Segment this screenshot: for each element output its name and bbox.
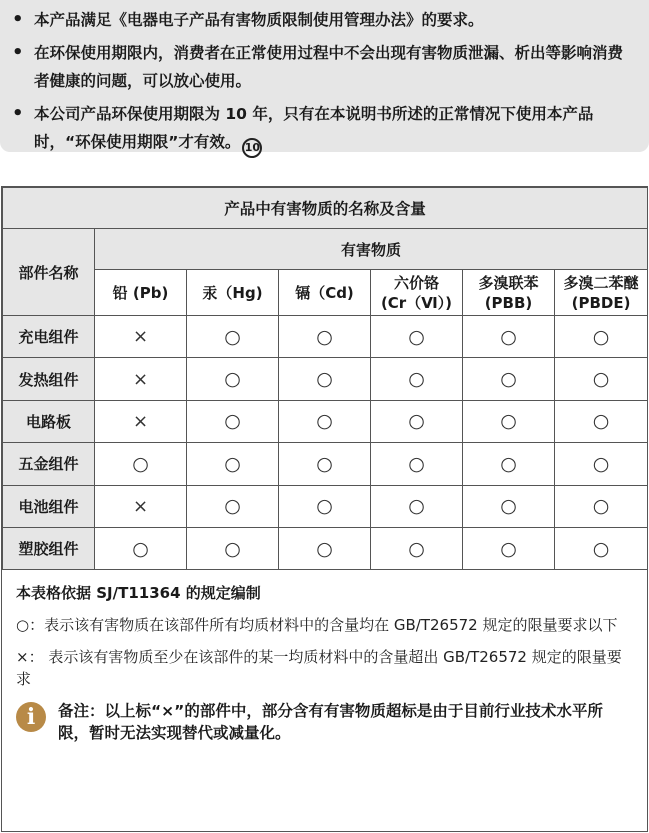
circle-mark: ○ — [592, 537, 610, 560]
substance-header: 多溴联苯 (PBB) — [463, 270, 555, 316]
circle-mark: ○ — [224, 537, 241, 560]
substance-mark-cell — [463, 443, 555, 485]
bullet-icon: • — [12, 42, 24, 63]
substance-header: 铅 (Pb) — [95, 270, 187, 316]
substance-mark-cell — [371, 527, 463, 569]
cross-mark: × — [132, 495, 149, 517]
circle-mark: ○ — [316, 410, 333, 433]
cross-mark: × — [132, 326, 149, 348]
circle-mark: ○ — [224, 325, 241, 348]
circle-mark: ○ — [592, 410, 610, 433]
substance-mark-cell — [279, 485, 371, 527]
remark-text: 备注：以上标“×”的部件中，部分含有有害物质超标是由于目前行业技术水平所限，暂时无法实现替代或减量化。 — [58, 702, 603, 743]
info-icon: i — [16, 702, 46, 732]
table-row — [3, 527, 648, 569]
circle-mark: ○ — [500, 368, 517, 391]
table-row — [3, 485, 648, 527]
hazardous-substance-table — [2, 187, 648, 570]
substance-mark-cell — [463, 358, 555, 400]
circle-mark: ○ — [592, 495, 610, 518]
circle-mark: ○ — [408, 325, 425, 348]
circle-mark: ○ — [500, 495, 517, 518]
substance-mark-cell — [555, 443, 648, 485]
circle-mark: ○ — [408, 537, 425, 560]
table-row — [3, 400, 648, 442]
substance-mark-cell — [371, 400, 463, 442]
circle-mark: ○ — [500, 452, 517, 475]
legend-circle: ○：表示该有害物质在该部件所有均质材料中的含量均在 GB/T26572 规定的限量要求以下 — [16, 616, 618, 635]
part-name-cell: 五金组件 — [3, 443, 95, 485]
substance-mark-cell — [371, 485, 463, 527]
substance-mark-cell — [555, 527, 648, 569]
circle-mark: ○ — [500, 325, 517, 348]
substance-header: 多溴二苯醚 (PBDE) — [555, 270, 648, 316]
circle-mark: ○ — [500, 537, 517, 560]
note-item — [12, 6, 637, 34]
substance-mark-cell — [95, 358, 187, 400]
circle-mark: ○ — [592, 368, 610, 391]
part-name-cell: 发热组件 — [3, 358, 95, 400]
part-name-header: 部件名称 — [3, 229, 95, 316]
substance-mark-cell — [95, 316, 187, 358]
substance-mark-cell — [187, 443, 279, 485]
substance-mark-cell — [371, 316, 463, 358]
substance-mark-cell — [187, 316, 279, 358]
substance-mark-cell — [555, 358, 648, 400]
circle-mark: ○ — [224, 495, 241, 518]
part-name-cell: 电池组件 — [3, 485, 95, 527]
note-text: 在环保使用期限内，消费者在正常使用过程中不会出现有害物质泄漏、析出等影响消费者健康的问题，可以放心使用。 — [34, 44, 624, 90]
note-item — [12, 39, 637, 95]
substance-mark-cell — [95, 400, 187, 442]
substance-group-header: 有害物质 — [95, 229, 648, 270]
compliance-notes — [0, 0, 649, 152]
substance-mark-cell — [279, 316, 371, 358]
circle-mark: ○ — [592, 452, 610, 475]
note-item — [12, 100, 637, 158]
substance-mark-cell — [187, 358, 279, 400]
part-name-cell: 充电组件 — [3, 316, 95, 358]
circle-mark: ○ — [500, 410, 517, 433]
substance-mark-cell — [463, 400, 555, 442]
substance-header: 六价铬 (Cr（Ⅵ）) — [371, 270, 463, 316]
substance-mark-cell — [463, 527, 555, 569]
bullet-icon: • — [12, 9, 24, 30]
substance-mark-cell — [187, 485, 279, 527]
circle-mark: ○ — [316, 537, 333, 560]
circle-mark: ○ — [316, 452, 333, 475]
substance-mark-cell — [187, 400, 279, 442]
circle-mark: ○ — [408, 452, 425, 475]
substance-header: 镉（Cd) — [279, 270, 371, 316]
substance-mark-cell — [463, 485, 555, 527]
table-row — [3, 443, 648, 485]
circle-mark: ○ — [132, 537, 149, 560]
substance-mark-cell — [555, 316, 648, 358]
substance-mark-cell — [279, 400, 371, 442]
substance-mark-cell — [95, 527, 187, 569]
circle-mark: ○ — [408, 410, 425, 433]
table-title: 产品中有害物质的名称及含量 — [3, 188, 648, 229]
part-name-cell: 塑胶组件 — [3, 527, 95, 569]
cross-mark: × — [132, 368, 149, 390]
standard-reference: 本表格依据 SJ/T11364 的规定编制 — [16, 584, 261, 603]
epup-10-icon: 10 — [242, 138, 262, 158]
hazardous-substance-box — [1, 186, 648, 832]
circle-mark: ○ — [224, 452, 241, 475]
circle-mark: ○ — [316, 368, 333, 391]
substance-mark-cell — [371, 358, 463, 400]
remark — [16, 700, 633, 744]
circle-mark: ○ — [592, 325, 610, 348]
substance-mark-cell — [371, 443, 463, 485]
substance-header: 汞（Hg) — [187, 270, 279, 316]
note-text: 本产品满足《电器电子产品有害物质限制使用管理办法》的要求。 — [34, 11, 484, 29]
substance-mark-cell — [279, 527, 371, 569]
circle-mark: ○ — [316, 325, 333, 348]
part-name-cell: 电路板 — [3, 400, 95, 442]
substance-mark-cell — [555, 485, 648, 527]
table-row — [3, 358, 648, 400]
table-row — [3, 316, 648, 358]
substance-mark-cell — [187, 527, 279, 569]
table-footer — [2, 570, 647, 744]
circle-mark: ○ — [132, 452, 149, 475]
bullet-icon: • — [12, 103, 24, 124]
circle-mark: ○ — [224, 410, 241, 433]
circle-mark: ○ — [408, 495, 425, 518]
circle-mark: ○ — [408, 368, 425, 391]
substance-mark-cell — [279, 443, 371, 485]
substance-mark-cell — [95, 485, 187, 527]
substance-mark-cell — [463, 316, 555, 358]
legend-cross: ×： 表示该有害物质至少在该部件的某一均质材料中的含量超出 GB/T26572 规定的限量要求 — [16, 648, 622, 689]
cross-mark: × — [132, 410, 149, 432]
substance-mark-cell — [279, 358, 371, 400]
circle-mark: ○ — [224, 368, 241, 391]
note-text: 本公司产品环保使用期限为 10 年，只有在本说明书所述的正常情况下使用本产品时，“环保使用期限”才有效。 — [34, 105, 594, 151]
circle-mark: ○ — [316, 495, 333, 518]
substance-mark-cell — [555, 400, 648, 442]
substance-mark-cell — [95, 443, 187, 485]
